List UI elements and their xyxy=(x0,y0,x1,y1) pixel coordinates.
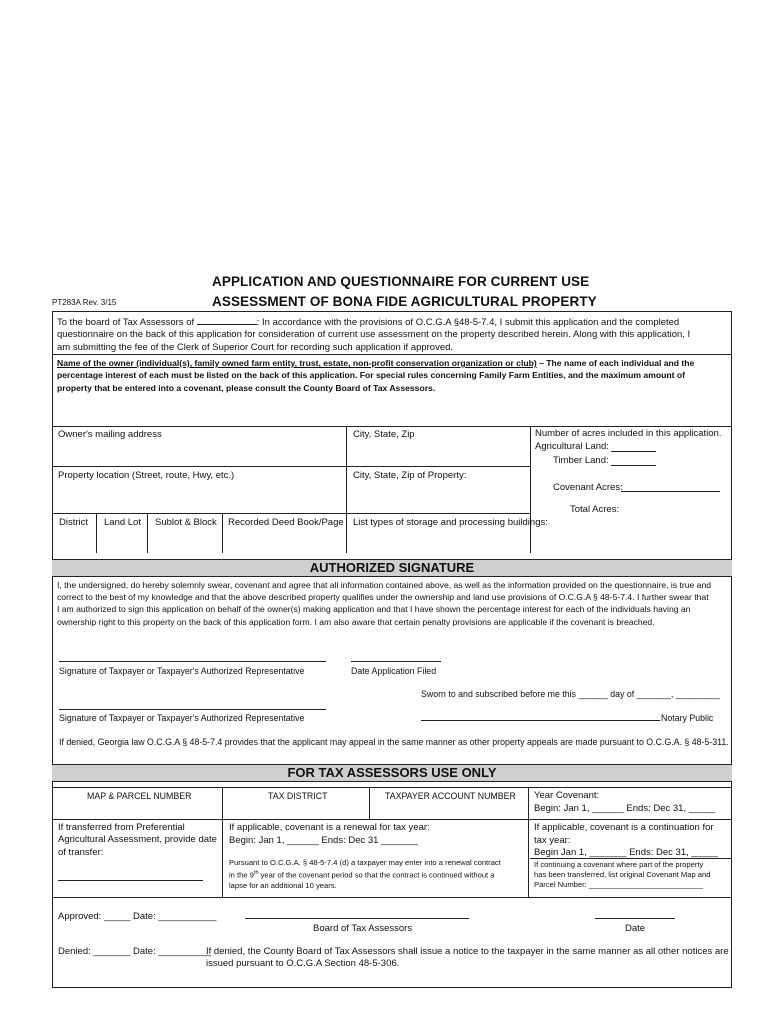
sworn-text: Sworn to and subscribed before me this ______ day of _______, _________ xyxy=(421,689,720,699)
owner-name-label: Name of the owner (individual(s), family owned farm entity, trust, estate, non-profit conservation organization or club) xyxy=(57,358,537,368)
owner-instructions xyxy=(57,357,727,394)
notary-label: Notary Public xyxy=(661,713,714,723)
intro-line-2: questionnaire on the back of this application for consideration of current use assessment on the property described herein. Along with this application, I xyxy=(57,329,691,341)
denied-note xyxy=(206,946,729,971)
intro-paragraph xyxy=(57,315,727,354)
signature-line-2[interactable] xyxy=(59,709,326,710)
cont-note-line-2: has been transferred, list original Covenant Map and xyxy=(534,870,711,880)
mailing-address-label: Owner's mailing address xyxy=(58,429,162,440)
cont-note-line-3: Parcel Number: ___________________________ xyxy=(534,880,703,890)
board-signature-line[interactable] xyxy=(245,918,469,919)
owner-line-2: percentage interest of each must be listed on the back of this application. For special rules concerning Family Farm Entities, and the maximum amount of xyxy=(57,370,685,381)
agricultural-land-label: Agricultural Land: xyxy=(535,441,609,452)
transferred-line-3: of transfer: xyxy=(58,846,104,858)
transfer-date-field[interactable] xyxy=(58,880,203,881)
owner-line-3: property that be entered into a covenant, please consult the County Board of Tax Assessors. xyxy=(57,382,436,393)
taxpayer-account-header: TAXPAYER ACCOUNT NUMBER xyxy=(385,791,516,801)
continuation-line-3: Begin Jan 1, _______ Ends: Dec 31, _____ xyxy=(534,847,718,858)
oath-paragraph xyxy=(57,579,727,628)
renewal-note xyxy=(229,858,501,891)
agricultural-land-field[interactable] xyxy=(611,442,656,452)
acres-heading: Number of acres included in this application. xyxy=(535,428,722,439)
signature-1-label: Signature of Taxpayer or Taxpayer's Authorized Representative xyxy=(59,666,305,676)
oath-line-3: I am authorized to sign this application on behalf of the owner(s) making application and that I have shown the percentage interest for each of the individuals having an xyxy=(57,604,691,615)
timber-land-field[interactable] xyxy=(611,456,656,466)
continuation-line-2: tax year: xyxy=(534,835,571,846)
oath-line-2: correct to the best of my knowledge and that the above described property qualifies under the ownership and land use provisions of O.C.G.A § 48-5-7.4. I further swear that xyxy=(57,592,709,603)
city-state-zip-label: City, State, Zip xyxy=(353,429,415,440)
denied-note-line-1: If denied, the County Board of Tax Assessors shall issue a notice to the taxpayer in the same manner as all other notices are xyxy=(206,946,729,957)
oath-line-4: ownership right to this property on the back of this application form. I am also aware that certain penalty provisions are applicable if the covenant is breached. xyxy=(57,616,655,627)
cont-note-line-1: If continuing a covenant where part of the property xyxy=(534,860,704,869)
denied-note-line-2: issued pursuant to O.C.G.A Section 48-5-306. xyxy=(206,958,400,970)
storage-buildings-label: List types of storage and processing buildings: xyxy=(353,517,548,528)
renewal-note-line-2a: in the 9 xyxy=(229,870,254,880)
denied-label: Denied: _______ Date: __________ xyxy=(58,946,212,957)
form-title-line-1: APPLICATION AND QUESTIONNAIRE FOR CURRENT USE xyxy=(212,274,590,289)
begin-ends-label: Begin: Jan 1, ______ Ends: Dec 31, _____ xyxy=(534,803,716,814)
renewal-note-line-1: Pursuant to O.C.G.A. § 48-5-7.4 (d) a taxpayer may enter into a renewal contract xyxy=(229,858,501,867)
property-city-state-zip-label: City, State, Zip of Property: xyxy=(353,470,467,481)
notary-line[interactable] xyxy=(421,720,660,721)
form-code: PT283A Rev. 3/15 xyxy=(52,298,117,307)
signature-2-label: Signature of Taxpayer or Taxpayer's Authorized Representative xyxy=(59,713,305,723)
signature-line-1[interactable] xyxy=(59,661,326,662)
intro-line-3: am submitting the fee of the Clerk of Superior Court for recording such application if approved. xyxy=(57,341,454,353)
assessors-heading: FOR TAX ASSESSORS USE ONLY xyxy=(287,765,497,780)
renewal-note-line-2b: year of the covenant period so that the contract is continued without a xyxy=(258,870,495,880)
land-lot-label: Land Lot xyxy=(104,517,141,528)
transferred-text xyxy=(58,822,217,859)
renewal-line-2: Begin: Jan 1, ______ Ends: Dec 31 _______ xyxy=(229,835,419,846)
continuation-note xyxy=(534,860,710,891)
authorized-signature-heading: AUTHORIZED SIGNATURE xyxy=(309,560,475,575)
covenant-acres-field[interactable] xyxy=(621,482,720,492)
intro-to-board-suffix: : In accordance with the provisions of O.C.G.A §48-5-7.4, I submit this application and the completed xyxy=(256,317,680,328)
owner-rest: – The name of each individual and the xyxy=(536,358,695,368)
date-filed-line[interactable] xyxy=(351,661,441,662)
total-acres-label: Total Acres: xyxy=(570,504,620,515)
covenant-acres-label: Covenant Acres: xyxy=(553,482,623,493)
authorized-signature-band xyxy=(52,559,732,577)
continuation-line-1: If applicable, covenant is a continuation for xyxy=(534,822,714,833)
approval-date-line[interactable] xyxy=(595,918,675,919)
renewal-note-line-3: lapse for an additional 10 years. xyxy=(229,880,337,890)
district-label: District xyxy=(59,517,89,528)
approval-date-label: Date xyxy=(625,923,646,934)
county-name-field[interactable] xyxy=(197,315,257,325)
approved-label: Approved: _____ Date: ___________ xyxy=(58,911,217,922)
form-title-line-2: ASSESSMENT OF BONA FIDE AGRICULTURAL PROPERTY xyxy=(212,294,597,309)
tax-district-header: TAX DISTRICT xyxy=(268,791,328,801)
intro-to-board: To the board of Tax Assessors of xyxy=(57,317,195,328)
map-parcel-header: MAP & PARCEL NUMBER xyxy=(87,791,192,801)
oath-line-1: I, the undersigned, do hereby solemnly swear, covenant and agree that all information contained above, as well as the information provided on the questionnaire, is true and xyxy=(57,580,712,590)
date-filed-label: Date Application Filed xyxy=(351,666,437,676)
transferred-line-2: Agricultural Assessment, provide date xyxy=(58,834,217,846)
assessors-band xyxy=(52,764,732,782)
board-label: Board of Tax Assessors xyxy=(313,923,413,934)
transferred-line-1: If transferred from Preferential xyxy=(58,822,185,833)
sublot-block-label: Sublot & Block xyxy=(155,517,217,528)
renewal-line-1: If applicable, covenant is a renewal for tax year: xyxy=(229,822,430,833)
renewal-note-sup: th xyxy=(253,870,259,877)
year-covenant-label: Year Covenant: xyxy=(534,790,600,801)
appeal-note: If denied, Georgia law O.C.G.A § 48-5-7.4 provides that the applicant may appeal in the same manner as other property appeals are made pursuant to O.C.G.A. § 48-5-311. xyxy=(59,737,729,747)
timber-land-label: Timber Land: xyxy=(553,455,609,466)
property-location-label: Property location (Street, route, Hwy, etc.) xyxy=(58,470,235,481)
recorded-deed-label: Recorded Deed Book/Page xyxy=(228,517,344,528)
